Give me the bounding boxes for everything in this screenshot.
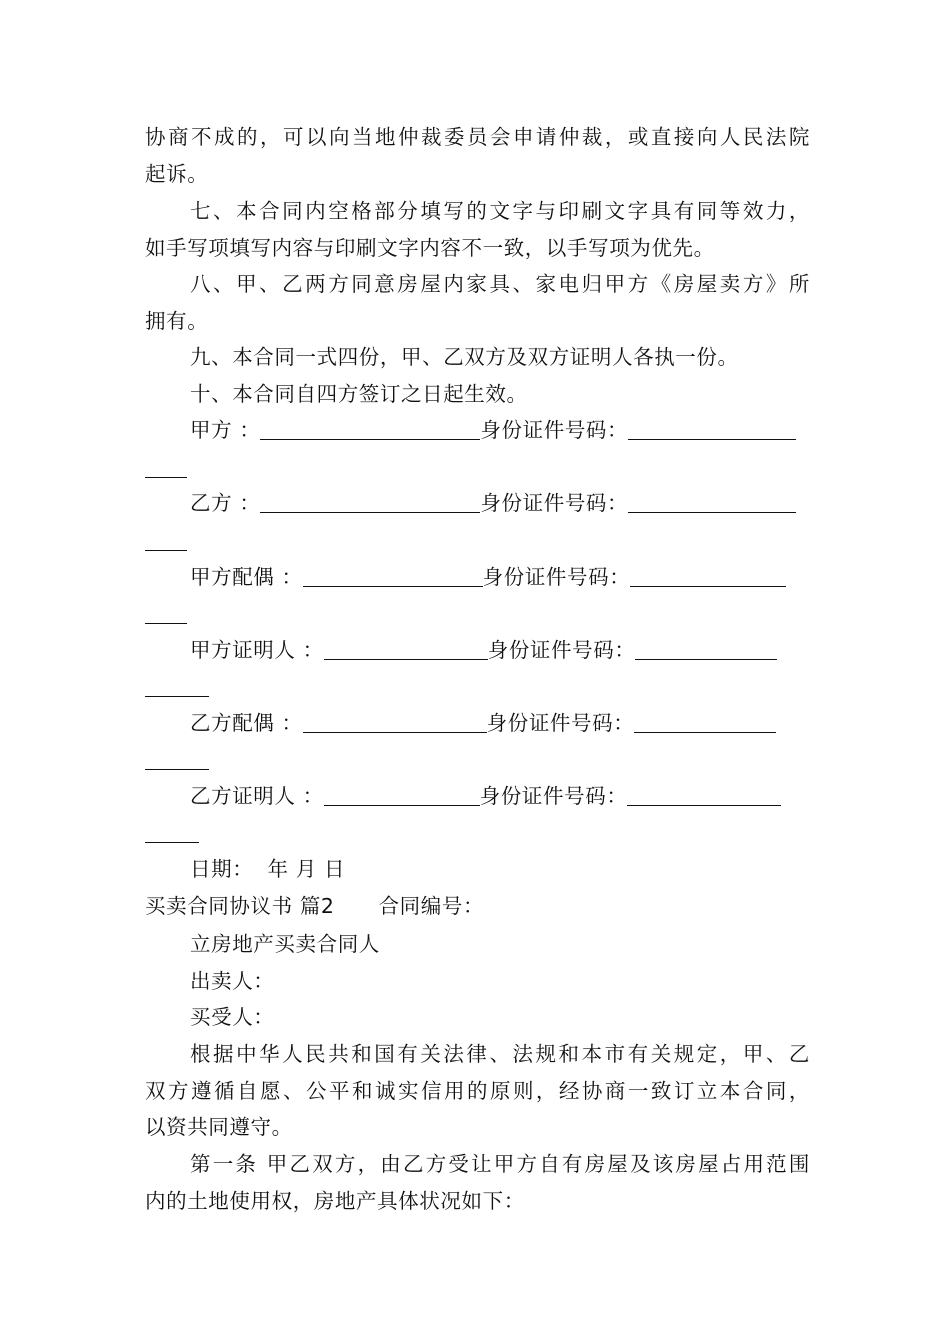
paragraph-8-line-1: 八、甲、乙两方同意房屋内家具、家电归甲方《房屋卖方》所: [190, 272, 810, 296]
id-number-blank-continuation: [145, 820, 810, 843]
signature-label: 甲方 ：: [190, 418, 261, 442]
signature-label: 甲方配偶 ：: [190, 565, 303, 589]
section-heading-line: [145, 894, 810, 918]
parties-title: 立房地产买卖合同人: [190, 932, 380, 956]
id-number-blank: [628, 418, 796, 440]
seller-label: 出卖人：: [190, 969, 275, 993]
id-number-blank-continuation: [145, 674, 810, 697]
paragraph-6-line-1: 协商不成的，可以向当地仲裁委员会申请仲裁，或直接向人民法院: [145, 125, 810, 149]
id-number-blank-continuation: [145, 601, 810, 624]
intro-paragraph-line-1: 根据中华人民共和国有关法律、法规和本市有关规定，甲、乙: [190, 1042, 810, 1066]
signature-blank: [324, 638, 488, 660]
id-number-label: 身份证件号码：: [482, 565, 631, 589]
id-number-blank: [627, 784, 781, 806]
signature-blank: [303, 565, 483, 587]
paragraph-9: 九、本合同一式四份，甲、乙双方及双方证明人各执一份。: [190, 345, 739, 369]
signature-line-party-b-witness: [190, 784, 810, 808]
signature-blank: [260, 418, 480, 440]
paragraph-6-line-2: 起诉。: [145, 162, 209, 186]
signature-line-party-a-spouse: [190, 565, 810, 589]
paragraph-7-line-2: 如手写项填写内容与印刷文字内容不一致，以手写项为优先。: [145, 236, 715, 260]
signature-label: 乙方 ：: [190, 491, 261, 515]
id-number-blank: [630, 565, 786, 587]
intro-paragraph-line-3: 以资共同遵守。: [145, 1115, 293, 1139]
signature-label: 乙方配偶 ：: [190, 711, 303, 735]
id-number-blank-continuation: [145, 528, 810, 551]
section-heading: 买卖合同协议书 篇2: [145, 894, 335, 918]
signature-blank: [324, 784, 480, 806]
intro-paragraph-line-2: 双方遵循自愿、公平和诚实信用的原则，经协商一致订立本合同，: [145, 1079, 810, 1103]
signature-blank: [303, 711, 487, 733]
signature-line-party-a: [190, 418, 810, 442]
signature-label: 乙方证明人 ：: [190, 784, 324, 808]
signature-blank: [260, 491, 480, 513]
article-1-line-2: 内的土地使用权，房地产具体状况如下：: [145, 1189, 525, 1213]
paragraph-7-line-1: 七、本合同内空格部分填写的文字与印刷文字具有同等效力，: [190, 199, 810, 223]
paragraph-8-line-2: 拥有。: [145, 309, 209, 333]
article-1-line-1: 第一条 甲乙双方，由乙方受让甲方自有房屋及该房屋占用范围: [190, 1152, 810, 1176]
id-number-blank-continuation: [145, 455, 810, 478]
id-number-label: 身份证件号码：: [480, 491, 629, 515]
id-number-label: 身份证件号码：: [486, 711, 635, 735]
id-number-blank: [634, 711, 776, 733]
signature-label: 甲方证明人 ：: [190, 638, 324, 662]
id-number-label: 身份证件号码：: [480, 418, 629, 442]
date-line: 日期： 年 月 日: [190, 857, 346, 881]
paragraph-10: 十、本合同自四方签订之日起生效。: [190, 382, 528, 406]
signature-line-party-b-spouse: [190, 711, 810, 735]
buyer-label: 买受人：: [190, 1005, 275, 1029]
id-number-blank: [628, 491, 796, 513]
id-number-label: 身份证件号码：: [487, 638, 636, 662]
id-number-blank: [635, 638, 777, 660]
id-number-label: 身份证件号码：: [479, 784, 628, 808]
contract-number-label: 合同编号：: [378, 894, 485, 918]
signature-line-party-a-witness: [190, 638, 810, 662]
signature-line-party-b: [190, 491, 810, 515]
id-number-blank-continuation: [145, 747, 810, 770]
